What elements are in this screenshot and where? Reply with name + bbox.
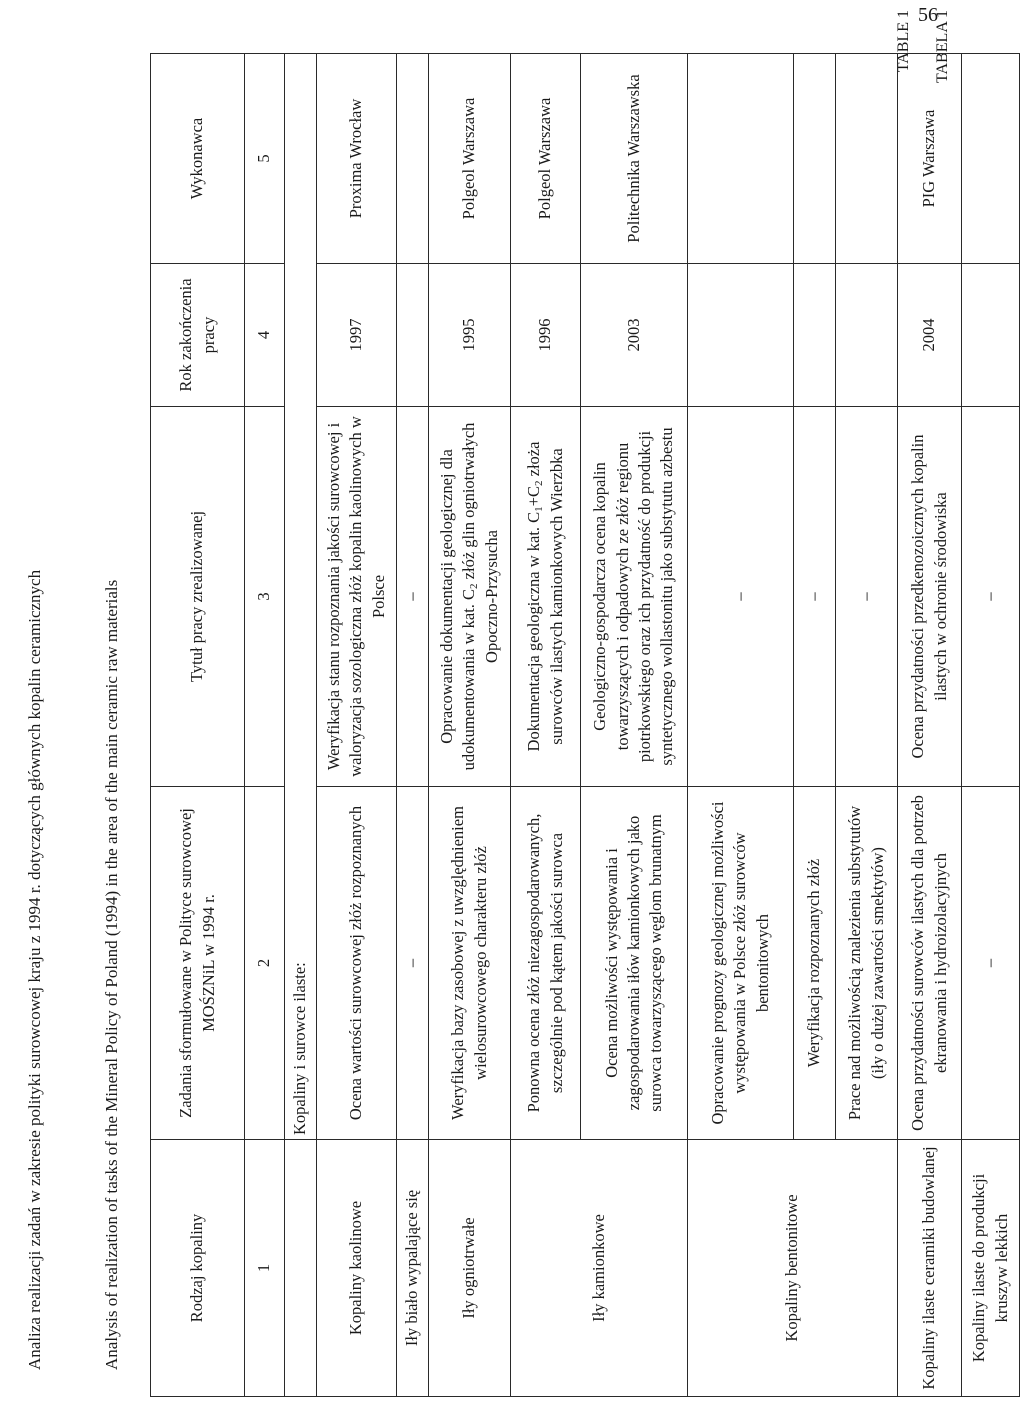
column-number: 5 <box>245 54 285 264</box>
section-row <box>285 54 317 1397</box>
table-row <box>511 54 581 1397</box>
table-row <box>962 54 1020 1397</box>
contractor-cell: Politechnika Warszawska <box>581 54 688 264</box>
mineral-type: Kopaliny bentonitowe <box>688 1140 898 1397</box>
ceramic-materials-table <box>150 53 1020 1397</box>
task-cell: Ponowna ocena złóż niezagospodarowanych, szczególnie pod kątem jakości surowca <box>511 787 581 1140</box>
table-row <box>397 54 429 1397</box>
header-kind: Rodzaj kopaliny <box>151 1140 245 1397</box>
task-cell: Weryfikacja rozpoznanych złóż <box>794 787 836 1140</box>
column-number: 1 <box>245 1140 285 1397</box>
contractor-cell: PIG Warszawa <box>898 54 962 264</box>
year-cell: 2003 <box>581 264 688 407</box>
header-work-title: Tytuł pracy zrealizowanej <box>151 407 245 787</box>
page-number: 56 <box>918 4 938 26</box>
table-row <box>898 54 962 1397</box>
table-label-en: TABLE 1 <box>895 10 912 73</box>
header-row <box>151 54 245 1397</box>
work-cell: – <box>962 407 1020 787</box>
column-number: 2 <box>245 787 285 1140</box>
mineral-type: Kopaliny ilaste ceramiki budowlanej <box>898 1140 962 1397</box>
task-cell: Prace nad możliwością znalezienia substytutów (iły o dużej zawartości smektytów) <box>836 787 898 1140</box>
column-number: 3 <box>245 407 285 787</box>
task-cell: Ocena przydatności surowców ilastych dla potrzeb ekranowania i hydroizolacyjnych <box>898 787 962 1140</box>
task-cell: Ocena wartości surowcowej złóż rozpoznanych <box>317 787 397 1140</box>
column-numbers-row <box>245 54 285 1397</box>
task-cell: – <box>397 787 429 1140</box>
contractor-cell: Polgeol Warszawa <box>429 54 511 264</box>
year-cell: 2004 <box>898 264 962 407</box>
work-cell: Ocena przydatności przedkenozoicznych kopalin ilastych w ochronie środowiska <box>898 407 962 787</box>
header-contractor: Wykonawca <box>151 54 245 264</box>
mineral-type: Iły ogniotrwałe <box>429 1140 511 1397</box>
table-row <box>688 54 794 1397</box>
mineral-type: Iły biało wypalające się <box>397 1140 429 1397</box>
work-cell: – <box>794 407 836 787</box>
table-row <box>429 54 511 1397</box>
work-cell: – <box>397 407 429 787</box>
work-cell: – <box>688 407 794 787</box>
work-cell: Dokumentacja geologiczna w kat. C1+C2 złoża surowców ilastych kamionkowych Wierzbka <box>511 407 581 787</box>
work-cell: – <box>836 407 898 787</box>
table-title-english: Analysis of realization of tasks of the Mineral Policy of Poland (1994) in the area of the main ceramic raw materials <box>102 579 121 1370</box>
section-title: Kopaliny i surowce ilaste: <box>285 54 317 1140</box>
year-cell: 1996 <box>511 264 581 407</box>
work-cell: Opracowanie dokumentacji geologicznej dla udokumentowania w kat. C2 złóż glin ogniotrwałych Opoczno-Przysucha <box>429 407 511 787</box>
year-cell: 1997 <box>317 264 397 407</box>
mineral-type: Kopaliny ilaste do produkcji kruszyw lekkich <box>962 1140 1020 1397</box>
tabela-label: TABELA 1 <box>934 10 951 83</box>
task-cell: Opracowanie prognozy geologicznej możliwości występowania w Polsce złóż surowców bentonitowych <box>688 787 794 1140</box>
task-cell: Weryfikacja bazy zasobowej z uwzględnieniem wielosurowcowego charakteru złóż <box>429 787 511 1140</box>
column-number: 4 <box>245 264 285 407</box>
task-cell: – <box>962 787 1020 1140</box>
mineral-type: Kopaliny kaolinowe <box>317 1140 397 1397</box>
table-row <box>317 54 397 1397</box>
year-cell: 1995 <box>429 264 511 407</box>
contractor-cell: Proxima Wrocław <box>317 54 397 264</box>
work-cell: Geologiczno-gospodarcza ocena kopalin towarzyszących i odpadowych ze złóż regionu piotrkowskiego oraz ich przydatność do produkcji syntetycznego wollastonitu jako substytutu azbestu <box>581 407 688 787</box>
header-year: Rok zakończenia pracy <box>151 264 245 407</box>
table-title-polish: Analiza realizacji zadań w zakresie polityki surowcowej kraju z 1994 r. dotyczących głównych kopalin ceramicznych <box>25 569 44 1370</box>
task-cell: Ocena możliwości występowania i zagospodarowania iłów kamionkowych jako surowca towarzyszącego węglom brunatnym <box>581 787 688 1140</box>
mineral-type: Iły kamionkowe <box>511 1140 688 1397</box>
work-cell: Weryfikacja stanu rozpoznania jakości surowcowej i waloryzacja sozologiczna złóż kopalin kaolinowych w Polsce <box>317 407 397 787</box>
contractor-cell: Polgeol Warszawa <box>511 54 581 264</box>
header-tasks: Zadania sformułowane w Polityce surowcowej MOŚZNiL w 1994 r. <box>151 787 245 1140</box>
